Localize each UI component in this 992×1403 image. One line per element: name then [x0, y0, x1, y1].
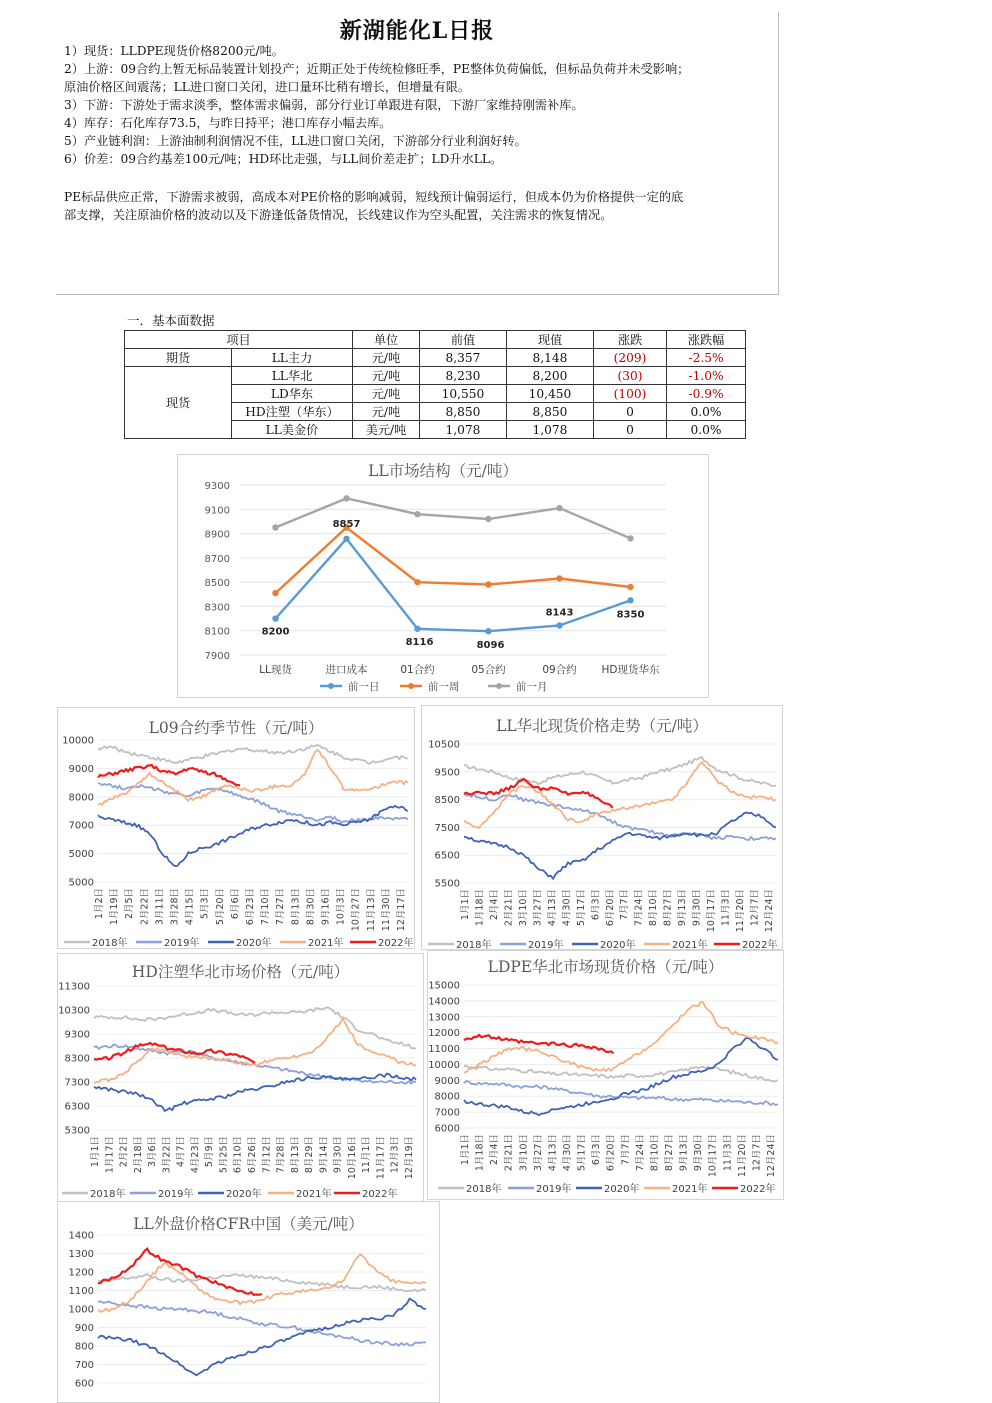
x-tick-label: HD现货华东 — [601, 664, 660, 676]
y-tick-label: 8100 — [204, 626, 230, 638]
series-line — [276, 498, 631, 538]
y-tick-label: 10000 — [62, 735, 94, 747]
chart-ll-market-structure — [177, 454, 709, 698]
data-point — [414, 579, 420, 585]
data-point — [272, 590, 278, 596]
y-tick-label: 14000 — [428, 996, 460, 1008]
x-tick-label: 12月24日 — [766, 1134, 777, 1178]
y-tick-label: 15000 — [428, 980, 460, 992]
series-line — [276, 539, 631, 631]
x-tick-label: 2月21日 — [503, 1134, 515, 1172]
x-tick-label: 2月18日 — [132, 1136, 144, 1174]
legend-label: 2021年 — [296, 1189, 332, 1200]
y-tick-label: 7500 — [434, 822, 460, 834]
series-line-2021年 — [464, 1002, 778, 1072]
data-point — [556, 505, 562, 511]
x-tick-label: 8月29日 — [304, 1136, 316, 1174]
chart-svg — [58, 1202, 439, 1402]
data-point — [343, 495, 349, 501]
y-tick-label: 5000 — [68, 877, 94, 889]
x-tick-label: 11月17日 — [375, 1136, 387, 1180]
y-tick-label: 7000 — [434, 1107, 460, 1119]
x-tick-label: 8月10日 — [648, 889, 660, 927]
series-line-2019年 — [98, 1301, 426, 1345]
x-tick-label: 10月16日 — [346, 1136, 358, 1180]
data-point — [485, 581, 491, 587]
x-tick-label: 1月1日 — [460, 889, 471, 921]
chart-title: LL外盘价格CFR中国（美元/吨） — [133, 1215, 364, 1233]
chart-svg — [422, 706, 782, 949]
x-tick-label: 4月13日 — [546, 889, 558, 927]
x-tick-label: 5月17日 — [576, 1134, 588, 1172]
x-tick-label: 9月13日 — [678, 1134, 690, 1172]
series-line-2018年 — [94, 1008, 416, 1049]
th-chg: 涨跌 — [594, 331, 667, 349]
x-tick-label: 05合约 — [471, 664, 506, 676]
x-tick-label: 7月24日 — [634, 1134, 646, 1172]
x-tick-label: 2月4日 — [489, 1134, 501, 1166]
legend-marker — [408, 683, 414, 689]
legend-label: 2022年 — [362, 1189, 398, 1200]
x-tick-label: 3月6日 — [147, 1136, 159, 1168]
x-tick-label: 8月27日 — [664, 1134, 675, 1172]
y-tick-label: 11000 — [428, 1044, 460, 1056]
y-tick-label: 800 — [74, 1341, 94, 1353]
y-tick-label: 10000 — [428, 1059, 460, 1071]
legend-label: 2018年 — [92, 938, 128, 948]
x-tick-label: 5月25日 — [218, 1136, 230, 1174]
row-cur: 1,078 — [507, 421, 594, 439]
x-tick-label: 10月17日 — [706, 889, 718, 933]
x-tick-label: LL现货 — [259, 664, 292, 676]
y-tick-label: 9300 — [204, 481, 230, 492]
row-prev: 8,850 — [420, 403, 507, 421]
x-tick-label: 9月16日 — [320, 888, 332, 926]
y-tick-label: 8500 — [204, 578, 230, 590]
x-tick-label: 01合约 — [400, 664, 435, 676]
x-tick-label: 09合约 — [542, 664, 577, 676]
x-tick-label: 4月13日 — [547, 1134, 559, 1172]
x-tick-label: 5月20日 — [214, 888, 226, 926]
x-tick-label: 12月7日 — [749, 889, 761, 927]
y-tick-label: 10500 — [428, 739, 460, 751]
row-pct: 0.0% — [667, 403, 746, 421]
series-line-2021年 — [94, 1018, 416, 1083]
series-line-2018年 — [464, 1066, 778, 1082]
row-pct: -0.9% — [667, 385, 746, 403]
x-tick-label: 7月7日 — [619, 889, 631, 921]
x-tick-label: 11月3日 — [722, 1134, 734, 1172]
data-label: 8116 — [405, 636, 434, 648]
y-tick-label: 8300 — [64, 1053, 90, 1065]
y-tick-label: 1100 — [68, 1286, 94, 1297]
legend-label: 2020年 — [600, 940, 636, 949]
series-line-2020年 — [98, 1299, 426, 1376]
chart-svg — [428, 951, 783, 1199]
y-tick-label: 8500 — [434, 795, 460, 807]
table-row — [125, 367, 746, 385]
legend-label: 2019年 — [528, 940, 564, 949]
x-tick-label: 3月27日 — [532, 889, 544, 927]
y-tick-label: 8000 — [68, 792, 94, 804]
legend-label: 2020年 — [236, 938, 272, 948]
x-tick-label: 7月10日 — [260, 888, 272, 926]
x-tick-label: 11月3日 — [720, 889, 732, 927]
x-tick-label: 4月15日 — [184, 888, 196, 926]
legend-label: 前一日 — [348, 681, 380, 693]
summary-line-1: PE标品供应正常，下游需求被弱，高成本对PE价格的影响减弱，短线预计偏弱运行，但成本仍为价格提供一定的底 — [64, 190, 684, 204]
y-tick-label: 9000 — [68, 763, 94, 775]
table-header-row — [125, 331, 746, 349]
data-label: 8143 — [545, 607, 574, 619]
y-tick-label: 1300 — [68, 1249, 94, 1260]
x-tick-label: 9月30日 — [693, 1134, 705, 1172]
x-tick-label: 8月27日 — [662, 889, 674, 927]
fundamentals-table — [124, 330, 746, 439]
x-tick-label: 1月18日 — [474, 1134, 486, 1172]
chart-title: HD注塑华北市场价格（元/吨） — [131, 963, 350, 981]
x-tick-label: 9月13日 — [677, 889, 689, 927]
data-point — [627, 535, 633, 541]
row-unit: 元/吨 — [353, 403, 420, 421]
series-line-2020年 — [464, 813, 776, 879]
row-unit: 元/吨 — [353, 349, 420, 367]
x-tick-label: 2月21日 — [503, 889, 515, 927]
data-label: 8096 — [476, 640, 505, 652]
chart-title: LL华北现货价格走势（元/吨） — [496, 717, 708, 735]
y-tick-label: 6300 — [64, 1101, 90, 1113]
legend-label: 2022年 — [740, 1184, 776, 1195]
th-cur: 现值 — [507, 331, 594, 349]
x-tick-label: 12月7日 — [751, 1134, 763, 1172]
series-line-2019年 — [464, 794, 776, 840]
data-point — [485, 516, 491, 522]
summary-line-2: 部支撑，关注原油价格的波动以及下游逢低备货情况，长线建议作为空头配置，关注需求的恢复情况。 — [64, 208, 613, 222]
x-tick-label: 3月27日 — [532, 1134, 544, 1172]
th-prev: 前值 — [420, 331, 507, 349]
legend-label: 2018年 — [456, 940, 492, 949]
x-tick-label: 6月3日 — [590, 889, 602, 921]
x-tick-label: 1月18日 — [474, 889, 486, 927]
x-tick-label: 8月13日 — [290, 888, 302, 926]
x-tick-label: 3月10日 — [518, 1134, 530, 1172]
series-line-2021年 — [98, 1255, 426, 1312]
x-tick-label: 12月24日 — [764, 889, 775, 933]
series-line-2020年 — [94, 1074, 416, 1111]
row-prev: 10,550 — [420, 385, 507, 403]
x-tick-label: 12月3日 — [389, 1136, 401, 1174]
row-unit: 美元/吨 — [353, 421, 420, 439]
legend-label: 2021年 — [308, 938, 344, 948]
legend-label: 2019年 — [536, 1184, 572, 1195]
th-unit: 单位 — [353, 331, 420, 349]
row-item: LL美金价 — [232, 421, 353, 439]
point-1: 1）现货：LLDPE现货价格8200元/吨。 — [64, 44, 284, 58]
point-2b: 原油价格区间震荡；LL进口窗口关闭，进口量环比稍有增长，但增量有限。 — [64, 80, 471, 94]
data-point — [627, 597, 633, 603]
chart-hd-injection-north — [57, 953, 424, 1205]
y-tick-label: 7900 — [204, 651, 230, 662]
row-pct: -1.0% — [667, 367, 746, 385]
x-tick-label: 7月24日 — [633, 889, 645, 927]
data-point — [485, 628, 491, 634]
data-point — [272, 615, 278, 621]
row-unit: 元/吨 — [353, 367, 420, 385]
x-tick-label: 4月30日 — [562, 1134, 573, 1172]
legend-label: 2020年 — [226, 1189, 262, 1200]
x-tick-label: 8月13日 — [289, 1136, 301, 1174]
series-line-2018年 — [98, 1274, 426, 1291]
row-chg: 0 — [594, 421, 667, 439]
y-tick-label: 1200 — [68, 1267, 94, 1279]
row-chg: 0 — [594, 403, 667, 421]
legend-label: 前一周 — [428, 681, 460, 693]
x-tick-label: 1月17日 — [104, 1136, 116, 1174]
x-tick-label: 4月23日 — [189, 1136, 201, 1174]
x-tick-label: 6月20日 — [604, 889, 616, 927]
x-tick-label: 5月9日 — [204, 1136, 216, 1168]
legend-label: 2018年 — [90, 1189, 126, 1200]
data-point — [556, 575, 562, 581]
x-tick-label: 4月7日 — [175, 1136, 187, 1168]
x-tick-label: 12月19日 — [404, 1136, 415, 1180]
x-tick-label: 10月17日 — [707, 1134, 719, 1178]
data-point — [627, 584, 633, 590]
data-label: 8857 — [332, 518, 361, 530]
row-item: LD华东 — [232, 385, 353, 403]
row-pct: 0.0% — [667, 421, 746, 439]
x-tick-label: 7月28日 — [275, 1136, 287, 1174]
y-tick-label: 700 — [74, 1360, 94, 1371]
x-tick-label: 10月3日 — [335, 888, 347, 926]
th-pct: 涨跌幅 — [667, 331, 746, 349]
row-cur: 10,450 — [507, 385, 594, 403]
x-tick-label: 5月17日 — [575, 889, 587, 927]
legend-marker — [496, 683, 502, 689]
x-tick-label: 6月6日 — [229, 888, 241, 920]
x-tick-label: 2月5日 — [124, 888, 136, 920]
chart-ll-north-spot — [421, 705, 783, 950]
row-cur: 8,200 — [507, 367, 594, 385]
legend-label: 2021年 — [672, 940, 708, 949]
group-spot: 现货 — [125, 367, 232, 439]
legend-label: 前一月 — [516, 681, 548, 693]
y-tick-label: 8300 — [204, 602, 230, 614]
y-tick-label: 7300 — [64, 1077, 90, 1089]
x-tick-label: 9月30日 — [332, 1136, 344, 1174]
y-tick-label: 11300 — [58, 981, 90, 993]
row-prev: 8,357 — [420, 349, 507, 367]
table-row — [125, 349, 746, 367]
y-tick-label: 1000 — [68, 1304, 94, 1316]
x-tick-label: 6月10日 — [232, 1136, 244, 1174]
report-header — [56, 12, 779, 295]
y-tick-label: 5500 — [434, 878, 460, 890]
legend-marker — [328, 683, 334, 689]
x-tick-label: 11月20日 — [736, 1134, 748, 1178]
x-tick-label: 11月30日 — [380, 888, 392, 932]
x-tick-label: 3月11日 — [154, 888, 166, 926]
x-tick-label: 进口成本 — [325, 664, 368, 676]
y-tick-label: 9300 — [64, 1029, 90, 1041]
data-label: 8350 — [616, 609, 645, 621]
y-tick-label: 7000 — [68, 820, 94, 832]
chart-title: LL市场结构（元/吨） — [368, 462, 518, 480]
y-tick-label: 8900 — [204, 529, 230, 541]
x-tick-label: 3月22日 — [161, 1136, 173, 1174]
x-tick-label: 11月20日 — [735, 889, 747, 933]
y-tick-label: 5300 — [64, 1125, 90, 1137]
x-tick-label: 4月30日 — [561, 889, 573, 927]
x-tick-label: 2月2日 — [118, 1136, 130, 1168]
x-tick-label: 1月1日 — [90, 1136, 101, 1168]
y-tick-label: 10300 — [58, 1005, 90, 1017]
x-tick-label: 6月20日 — [605, 1134, 617, 1172]
series-line-2018年 — [98, 745, 408, 764]
chart-ldpe-north-spot — [427, 950, 784, 1200]
chart-l09-seasonality — [57, 707, 415, 949]
x-tick-label: 2月4日 — [488, 889, 500, 921]
legend-label: 2018年 — [466, 1184, 502, 1195]
row-pct: -2.5% — [667, 349, 746, 367]
x-tick-label: 7月12日 — [261, 1136, 273, 1174]
legend-label: 2021年 — [672, 1184, 708, 1195]
x-tick-label: 8月10日 — [649, 1134, 661, 1172]
x-tick-label: 12月17日 — [396, 888, 407, 932]
point-3: 3）下游：下游处于需求淡季，整体需求偏弱，部分行业订单跟进有限，下游厂家维持刚需补库。 — [64, 98, 584, 112]
row-cur: 8,148 — [507, 349, 594, 367]
y-tick-label: 1400 — [68, 1230, 94, 1242]
y-tick-label: 5000 — [68, 849, 94, 861]
y-tick-label: 900 — [74, 1323, 94, 1334]
row-item: LL华北 — [232, 367, 353, 385]
y-tick-label: 600 — [74, 1378, 94, 1390]
chart-title: L09合约季节性（元/吨） — [148, 719, 324, 737]
x-tick-label: 2月22日 — [139, 888, 151, 926]
legend-label: 2022年 — [742, 940, 778, 949]
section-heading: 一．基本面数据 — [127, 313, 215, 328]
row-unit: 元/吨 — [353, 385, 420, 403]
row-chg: (100) — [594, 385, 667, 403]
row-chg: (30) — [594, 367, 667, 385]
y-tick-label: 8700 — [204, 553, 230, 565]
x-tick-label: 7月7日 — [620, 1134, 632, 1166]
row-item: HD注塑（华东） — [232, 403, 353, 421]
x-tick-label: 3月28日 — [169, 888, 181, 926]
x-tick-label: 5月3日 — [199, 888, 211, 920]
row-prev: 8,230 — [420, 367, 507, 385]
chart-svg — [58, 954, 423, 1204]
chart-svg — [58, 708, 414, 948]
x-tick-label: 10月27日 — [350, 888, 362, 932]
y-tick-label: 12000 — [428, 1028, 460, 1040]
series-line-2019年 — [464, 1081, 778, 1105]
x-tick-label: 6月3日 — [591, 1134, 603, 1166]
data-point — [414, 626, 420, 632]
report-title: 新湖能化L日报 — [339, 18, 495, 44]
x-tick-label: 8月30日 — [305, 888, 317, 926]
x-tick-label: 1月19日 — [109, 888, 121, 926]
point-6: 6）价差：09合约基差100元/吨；HD环比走强，与LL间价差走扩；LD升水LL。 — [64, 152, 503, 166]
x-tick-label: 7月27日 — [275, 888, 287, 926]
legend-label: 2022年 — [378, 938, 414, 948]
chart-title: LDPE华北市场现货价格（元/吨） — [487, 958, 724, 976]
row-chg: (209) — [594, 349, 667, 367]
data-point — [556, 622, 562, 628]
x-tick-label: 6月23日 — [245, 888, 256, 926]
x-tick-label: 9月30日 — [691, 889, 703, 927]
y-tick-label: 6000 — [434, 1123, 460, 1135]
group-futures: 期货 — [125, 349, 232, 367]
x-tick-label: 3月10日 — [517, 889, 529, 927]
x-tick-label: 11月1日 — [361, 1136, 373, 1174]
y-tick-label: 9500 — [434, 767, 460, 779]
row-prev: 1,078 — [420, 421, 507, 439]
data-label: 8200 — [261, 626, 290, 638]
x-tick-label: 6月26日 — [247, 1136, 258, 1174]
chart-svg — [178, 455, 708, 697]
y-tick-label: 9000 — [434, 1075, 460, 1087]
chart-ll-cfr-china — [57, 1201, 440, 1403]
data-point — [343, 536, 349, 542]
point-2: 2）上游：09合约上暂无标品装置计划投产；近期正处于传统检修旺季，PE整体负荷偏低，但标品负荷并未受影响； — [64, 62, 690, 76]
series-line-2020年 — [98, 806, 408, 866]
y-tick-label: 13000 — [428, 1012, 460, 1024]
point-4: 4）库存：石化库存73.5，与昨日持平；港口库存小幅去库。 — [64, 116, 392, 130]
row-cur: 8,850 — [507, 403, 594, 421]
y-tick-label: 9100 — [204, 505, 230, 517]
legend-label: 2019年 — [164, 938, 200, 948]
x-tick-label: 1月2日 — [94, 888, 105, 920]
data-point — [272, 524, 278, 530]
x-tick-label: 1月1日 — [460, 1134, 471, 1166]
x-tick-label: 11月13日 — [365, 888, 377, 932]
legend-label: 2019年 — [158, 1189, 194, 1200]
point-5: 5）产业链利润：上游油制利润情况不佳，LL进口窗口关闭，下游部分行业利润好转。 — [64, 134, 527, 148]
y-tick-label: 6500 — [434, 850, 460, 862]
row-item: LL主力 — [232, 349, 353, 367]
x-tick-label: 9月14日 — [318, 1136, 330, 1174]
legend-label: 2020年 — [604, 1184, 640, 1195]
y-tick-label: 8000 — [434, 1091, 460, 1103]
th-item: 项目 — [125, 331, 353, 349]
data-point — [414, 511, 420, 517]
